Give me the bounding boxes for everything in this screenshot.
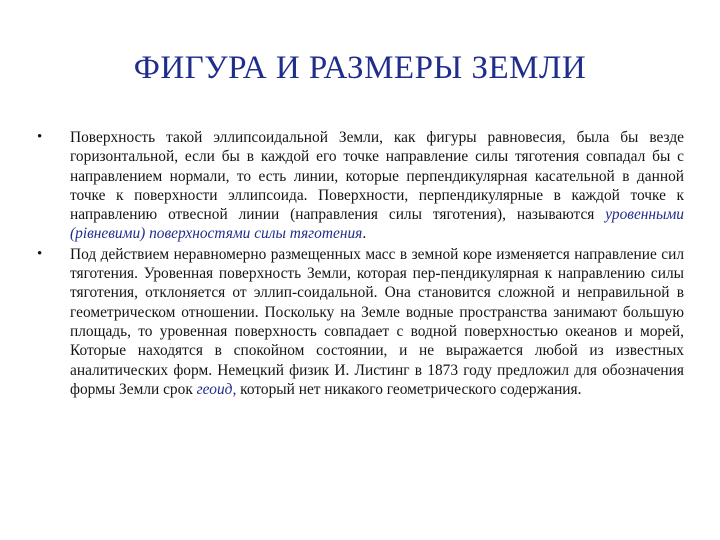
bullet-text-end: . (362, 225, 367, 243)
bullet-marker: • (37, 245, 43, 262)
term-highlight: геоид, (196, 380, 237, 398)
bullet-text: Под действием неравномерно размещенных масс в земной коре изменяется направление сил тяготения. Уровенная поверхность Земли, которая пер-пендикулярная к направлению силы тяготения, отклоняется от эллип-соидальной. Она становится сложной и неправильной в геометрическом отношении. Поскольку на Земле водные пространства занимают большую площадь, то уровенная поверхность совпадает с водной поверхностью океанов и морей, Которые находятся в спокойном состоянии, и не выражается любой из известных аналитических форм. Немецкий физик И. Листинг в 1873 году предложил для обозначения формы Земли срок (70, 245, 684, 398)
bullet-marker: • (37, 129, 43, 145)
slide-title: ФИГУРА И РАЗМЕРЫ ЗЕМЛИ (133, 50, 587, 86)
bullet-text: Поверхность такой эллипсоидальной Земли, как фигуры равновесия, была бы везде горизонтальной, если бы в каждой его точке направление силы тяготения совпадал бы с направлением нормали, то есть линии, которые перпендикулярная касательной в данной точке к поверхности эллипсоида. Поверхности, перпендикулярные в каждой точке к направлению отвесной линии (направления силы тяготения), называются (70, 129, 684, 224)
term-highlight: уровенными (рівневими) поверхностями силы тяготения (70, 206, 684, 243)
bullet-item (36, 128, 684, 244)
bullet-item (36, 245, 684, 399)
bullet-list (36, 128, 684, 399)
bullet-text-end: который нет никакого геометрического содержания. (236, 380, 582, 398)
